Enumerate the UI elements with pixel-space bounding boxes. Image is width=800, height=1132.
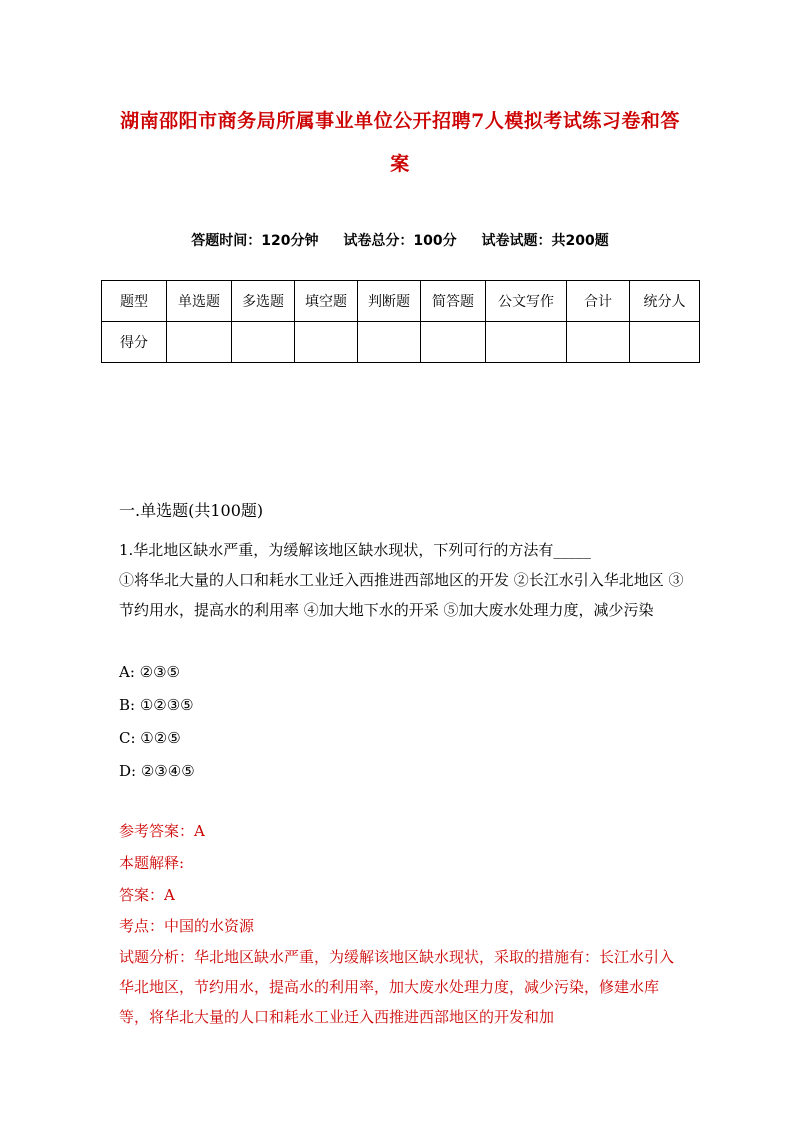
knowledge-point: 考点：中国的水资源	[119, 917, 255, 935]
explanation-label: 本题解释:	[119, 854, 185, 872]
exam-total-score: 试卷总分：100分	[343, 233, 457, 249]
score-cell	[358, 322, 421, 363]
option-d: D: ②③④⑤	[119, 762, 195, 780]
document-title-continued: 案	[390, 153, 410, 175]
exam-question-count: 试卷试题：共200题	[481, 233, 609, 249]
option-c: C: ①②⑤	[119, 729, 181, 747]
score-header-cell: 合计	[567, 281, 630, 322]
document-title: 湖南邵阳市商务局所属事业单位公开招聘7人模拟考试练习卷和答	[120, 110, 680, 132]
score-table	[101, 280, 700, 363]
section-heading: 一.单选题(共100题)	[119, 501, 264, 520]
score-cell	[486, 322, 567, 363]
score-header-cell: 单选题	[167, 281, 232, 322]
score-header-cell: 简答题	[421, 281, 486, 322]
score-cell	[630, 322, 700, 363]
question-statements: ①将华北大量的人口和耗水工业迁入西推进西部地区的开发 ②长江水引入华北地区 ③节约用水，提高水的利用率 ④加大地下水的开采 ⑤加大废水处理力度，减少污染	[119, 571, 684, 619]
score-cell	[567, 322, 630, 363]
option-a: A: ②③⑤	[119, 663, 180, 681]
question-stem: 1.华北地区缺水严重，为缓解该地区缺水现状，下列可行的方法有_____	[119, 541, 591, 559]
score-header-cell: 公文写作	[486, 281, 567, 322]
score-header-cell: 统分人	[630, 281, 700, 322]
reference-answer: 参考答案：A	[119, 822, 205, 840]
score-header-cell: 题型	[102, 281, 167, 322]
score-table-header-row	[102, 281, 700, 322]
score-row-label: 得分	[102, 322, 167, 363]
score-table-score-row	[102, 322, 700, 363]
score-header-cell: 多选题	[232, 281, 295, 322]
exam-meta	[100, 230, 700, 250]
answer-analysis: 试题分析：华北地区缺水严重，为缓解该地区缺水现状，采取的措施有：长江水引入华北地区，节约用水，提高水的利用率，加大废水处理力度，减少污染，修建水库等，将华北大量的人口和耗水工业迁入西推进西部地区的开发和加	[119, 948, 675, 1026]
option-b: B: ①②③⑤	[119, 696, 194, 714]
score-cell	[421, 322, 486, 363]
score-cell	[167, 322, 232, 363]
exam-time: 答题时间：120分钟	[191, 233, 319, 249]
score-cell	[295, 322, 358, 363]
score-header-cell: 填空题	[295, 281, 358, 322]
answer-text: 答案：A	[119, 886, 175, 904]
score-header-cell: 判断题	[358, 281, 421, 322]
score-cell	[232, 322, 295, 363]
